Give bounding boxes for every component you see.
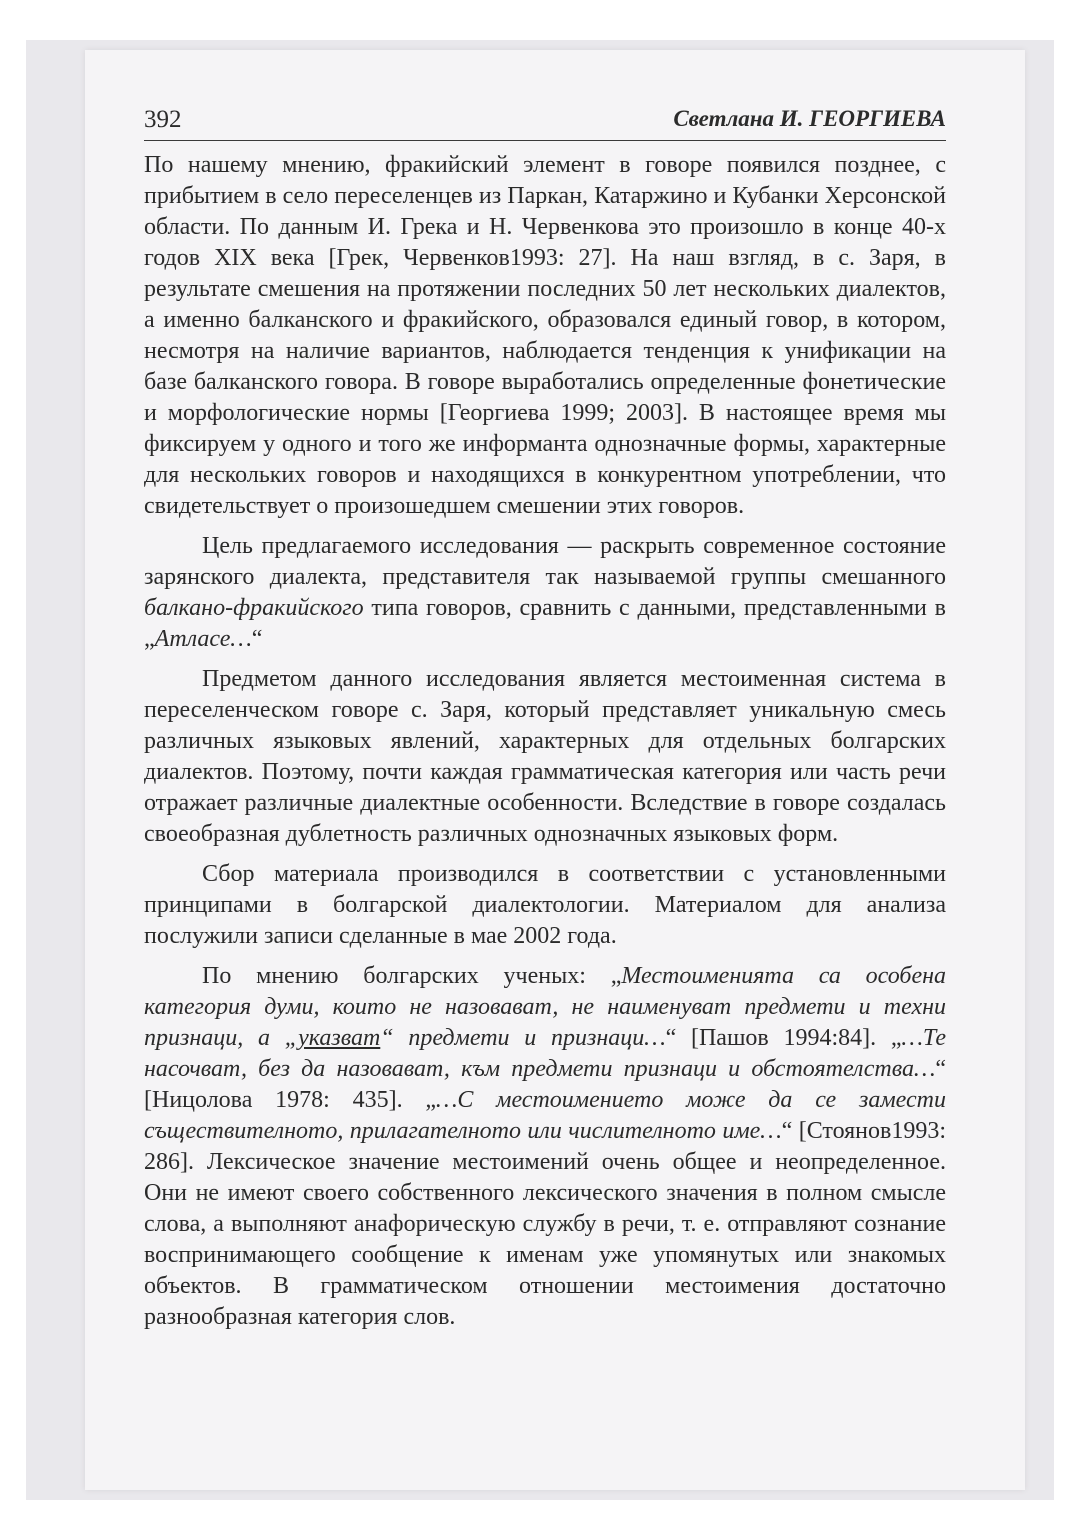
- page-header: [144, 104, 946, 141]
- text-run: Цель предлагаемого исследования — раскрыть современное состояние зарянского диалекта, представителя так называемой группы смешанного: [144, 533, 946, 590]
- paragraph-3: [144, 664, 946, 850]
- text-run: “ [Стоянов1993: 286]. Лексическое значение местоимений очень общее и неопределенное. Они не имеют своего собственного лексического значения в полном смысле слова, а выполняют анафорическую службу в речи, т. е. отправляют сознание воспринимающего сообщение к именам уже упомянутых или знакомых объектов. В грамматическом отношении местоимения достаточно разнообразная категория слов.: [144, 1118, 946, 1330]
- text-run: типа говоров, сравнить с данными, представленными в „: [144, 595, 946, 652]
- text-run: Предметом данного исследования является местоименная система в переселенческом говоре с. Заря, который представляет уникальную смесь различных языковых явлений, характерных для отдельных болгарских диалектов. Поэтому, почти каждая грамматическая категория или часть речи отражает различные диалектные особенности. Вследствие в говоре создалась своеобразная дублетность различных однозначных языковых форм.: [144, 666, 946, 847]
- paragraph-4: [144, 859, 946, 952]
- paragraph-2: [144, 531, 946, 655]
- italic-quote: Атласе…: [154, 626, 252, 652]
- article-body: [144, 150, 946, 1342]
- text-run: “: [251, 626, 263, 652]
- text-run: По нашему мнению, фракийский элемент в говоре появился позднее, с прибытием в село переселенцев из Паркан, Катаржино и Кубанки Херсонской области. По данным И. Грека и Н. Червенкова это произошло в конце 40-х годов XIX века [Грек, Червенков1993: 27]. На наш взгляд, в с. Заря, в результате смешения на протяжении последних 50 лет нескольких диалектов, а именно балканского и фракийского, образовался единый говор, в котором, несмотря на наличие вариантов, наблюдается тенденция к унификации на базе балканского говора. В говоре выработались определенные фонетические и морфологические нормы [Георгиева 1999; 2003]. В настоящее время мы фиксируем у одного и того же информанта однозначные формы, характерные для нескольких говоров и находящихся в конкурентном употреблении, что свидетельствует о произошедшем смешении этих говоров.: [144, 152, 946, 519]
- paragraph-5: [144, 961, 946, 1333]
- italic-quote: Местоименията са особена категория думи, които не назовават, не наименуват предмети и техни признаци, а „: [144, 963, 947, 1051]
- paragraph-1: [144, 150, 946, 522]
- italic-quote: “ предмети и признаци…: [380, 1025, 666, 1051]
- italic-quote: …С местоимението може да се замести съществителното, прилагателното или числителното име…: [144, 1087, 946, 1144]
- text-run: “ [Пашов 1994:84]. „: [665, 1025, 902, 1051]
- underlined-term: указват: [298, 1025, 381, 1051]
- page-number: 392: [144, 106, 182, 133]
- text-run: Сбор материала производился в соответствии с установленными принципами в болгарской диалектологии. Материалом для анализа послужили записи сделанные в мае 2002 года.: [144, 861, 946, 949]
- text-run: По мнению болгарских ученых: „: [202, 963, 622, 989]
- italic-quote: балкано-фракийского: [144, 595, 364, 621]
- text-run: “ [Ницолова 1978: 435]. „: [144, 1056, 946, 1113]
- running-head-author: Светлана И. ГЕОРГИЕВА: [673, 106, 946, 131]
- italic-quote: …Те насочват, без да назовават, към предмети признаци и обстоятелства…: [144, 1025, 946, 1082]
